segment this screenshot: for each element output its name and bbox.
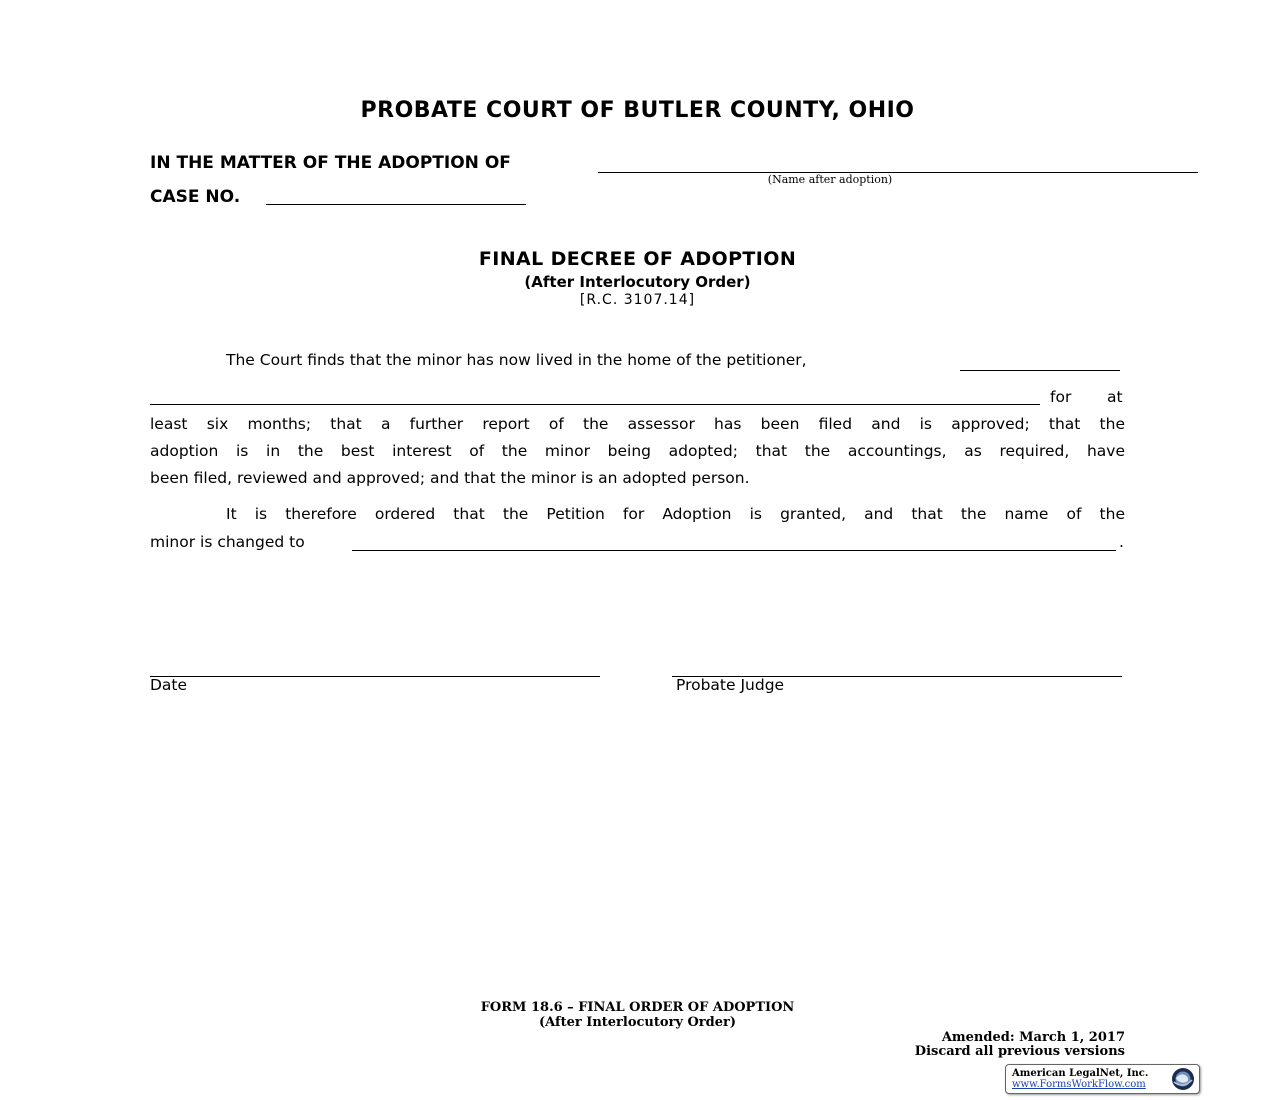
word-at: at — [1107, 388, 1123, 406]
paragraph-1-line-3: least six months; that a further report of the assessor has been filed and is approved; that the — [150, 415, 1125, 433]
publisher-link[interactable]: www.FormsWorkFlow.com — [1012, 1079, 1146, 1090]
paragraph-2-line-2: minor is changed to — [150, 533, 305, 551]
sentence-period: . — [1119, 533, 1124, 551]
paragraph-1-line-1: The Court finds that the minor has now lived in the home of the petitioner, — [226, 351, 807, 369]
new-name-field[interactable] — [352, 550, 1116, 551]
case-number-field[interactable] — [266, 204, 526, 205]
date-signature-line[interactable] — [150, 676, 600, 677]
publisher-badge[interactable] — [1005, 1064, 1200, 1094]
paragraph-2-line-1: It is therefore ordered that the Petition for Adoption is granted, and that the name of the — [226, 505, 1125, 523]
paragraph-1-line-5: been filed, reviewed and approved; and that the minor is an adopted person. — [150, 469, 750, 487]
case-number-label: CASE NO. — [150, 187, 241, 207]
word-for: for — [1050, 388, 1072, 406]
publisher-name: American LegalNet, Inc. — [1012, 1068, 1149, 1079]
globe-logo-icon — [1171, 1067, 1195, 1091]
adoption-matter-label: IN THE MATTER OF THE ADOPTION OF — [150, 153, 511, 173]
statute-reference: [R.C. 3107.14] — [579, 292, 696, 308]
probate-judge-label: Probate Judge — [676, 676, 785, 694]
name-after-adoption-caption: (Name after adoption) — [767, 173, 893, 186]
date-label: Date — [150, 676, 188, 694]
petitioner-name-field-continued[interactable] — [150, 404, 1040, 405]
discard-notice: Discard all previous versions — [914, 1044, 1125, 1059]
decree-subtitle: (After Interlocutory Order) — [524, 273, 751, 291]
decree-title: FINAL DECREE OF ADOPTION — [478, 248, 797, 270]
petitioner-name-field[interactable] — [960, 370, 1120, 371]
amended-date: Amended: March 1, 2017 — [941, 1030, 1125, 1045]
court-title: PROBATE COURT OF BUTLER COUNTY, OHIO — [360, 98, 915, 123]
form-subtitle: (After Interlocutory Order) — [538, 1015, 737, 1030]
paragraph-1-line-4: adoption is in the best interest of the minor being adopted; that the accountings, as required, have — [150, 442, 1125, 460]
form-title: FORM 18.6 – FINAL ORDER OF ADOPTION — [480, 1000, 795, 1015]
